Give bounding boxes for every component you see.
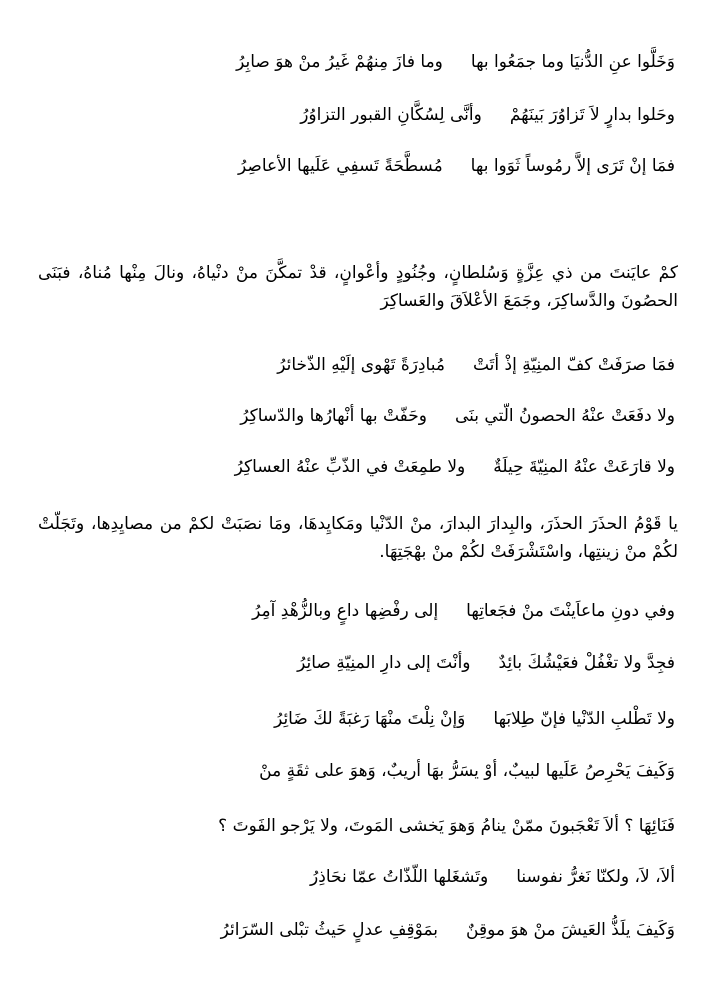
verse-second-hemistich: وحَفّتْ بها أنْهارُها والدّساكِرُ xyxy=(240,406,427,426)
verse-first-hemistich: ولا دفَعَتْ عنْهُ الحصونُ الّتي بنَى xyxy=(454,406,675,426)
verse-line xyxy=(235,455,675,479)
prose-line: فَنَائِهَا ؟ ألاَ تَعْجَبونَ ممّنْ ينامُ وَهوَ يَخشى المَوتَ، ولا يَرْجو الفَوتَ ؟ xyxy=(218,816,675,836)
verse-line xyxy=(300,103,675,127)
verse-second-hemistich: وأنْتَ إلى دارِ المنِيّةِ صائِرُ xyxy=(297,653,471,673)
verse-first-hemistich: ولا تَطْلبِ الدّنْيا فإنّ طِلابَها xyxy=(493,709,675,729)
verse-first-hemistich: وَخَلَّوا عنِ الدُّنيَا وما جمَعُوا بها xyxy=(470,52,675,72)
verse-first-hemistich: وفي دونِ ماعاَينْتَ منْ فجَعاتِها xyxy=(466,601,675,621)
verse-second-hemistich: وتَشغَلها اللّذّاتُ عمّا نحَاذِرُ xyxy=(310,867,489,887)
verse-second-hemistich: مُبادِرَةً تَهْوى إلَيْهِ الذّخائرُ xyxy=(277,355,445,375)
verse-second-hemistich: وما فازَ مِنهُمْ غَيرُ منْ هوَ صابِرُ xyxy=(236,52,443,72)
verse-second-hemistich: ولا طمِعَتْ في الذّبِّ عنْهُ العساكِرُ xyxy=(234,457,466,477)
verse-first-hemistich: ألاَ، لاَ، ولكنّا نَغرُّ نفوسنا xyxy=(516,867,675,887)
verse-line xyxy=(221,918,675,942)
verse-second-hemistich: وأنَّى لِسُكَّانِ القبور التزاوُرُ xyxy=(300,105,482,125)
verse-line xyxy=(277,353,675,377)
verse-line xyxy=(274,707,675,731)
verse-second-hemistich: إلى رفْضِها داعٍ وبالزُّهْدِ آمِرُ xyxy=(252,601,439,621)
verse-second-hemistich: وَإنْ نِلْتَ منْهَا رَغبَةً لكَ ضَائِرُ xyxy=(274,709,466,729)
verse-second-hemistich: مُسطَّحَةً تَسفِي عَلَيها الأعاصِرُ xyxy=(238,156,443,176)
verse-first-hemistich: وحَلوا بدارٍ لاَ تَزاوُرَ بَينَهُمْ xyxy=(509,105,675,125)
verse-line xyxy=(236,50,675,74)
verse-line xyxy=(310,865,675,889)
prose-paragraph: كمْ عايَنتَ من ذي عِزَّةٍ وَسُلطانٍ، وجُنُودٍ وأعْوانٍ، قدْ تمكَّنَ منْ دنْياهُ، ونالَ مِنْها مُناهُ، فبَنَى الحصُونَ والدَّساكِرَ، وجَمَعَ الأعْلاَقَ والعَساكِرَ xyxy=(38,263,678,311)
verse-first-hemistich: فجِدَّ ولا تغْفُلْ فعَيْشُكَ بائِدٌ xyxy=(498,653,675,673)
verse-first-hemistich: وَكَيفَ يلَذُّ العَيشَ منْ هوَ موقِنٌ xyxy=(466,920,675,940)
verse-line xyxy=(240,404,675,428)
verse-line xyxy=(297,651,675,675)
verse-second-hemistich: بمَوْقِفِ عدلٍ حَيثُ تبْلى السّرَائرُ xyxy=(220,920,438,940)
verse-line xyxy=(238,154,675,178)
verse-first-hemistich: ولا قارَعَتْ عنْهُ المنِيّةَ حِيلَةٌ xyxy=(493,457,675,477)
verse-first-hemistich: فمَا إنْ تَرَى إلاَّ رمُوساً ثَوَوا بها xyxy=(470,156,675,176)
prose-line: وَكَيفَ يَحْرِصُ عَلَيها لبيبٌ، أوْ يسَرُّ بهَا أريبٌ، وَهوَ على ثقَةٍ منْ xyxy=(259,761,675,781)
verse-first-hemistich: فمَا صرَفَتْ كفّ المنِيّةِ إذْ أتَتْ xyxy=(472,355,675,375)
verse-line xyxy=(252,599,675,623)
prose-paragraph: يا قَوْمُ الحذَرَ الحذَرَ، والبِدارَ البدارَ، منْ الدّنْيا ومَكايِدهَا، ومَا نصَبَتْ لكمْ من مصايِدِها، وتَجَلّتْ لكُمْ منْ زينتِها، واسْتَشْرَفَتْ لكُمْ منْ بهْجَتِهَا. xyxy=(38,514,678,562)
